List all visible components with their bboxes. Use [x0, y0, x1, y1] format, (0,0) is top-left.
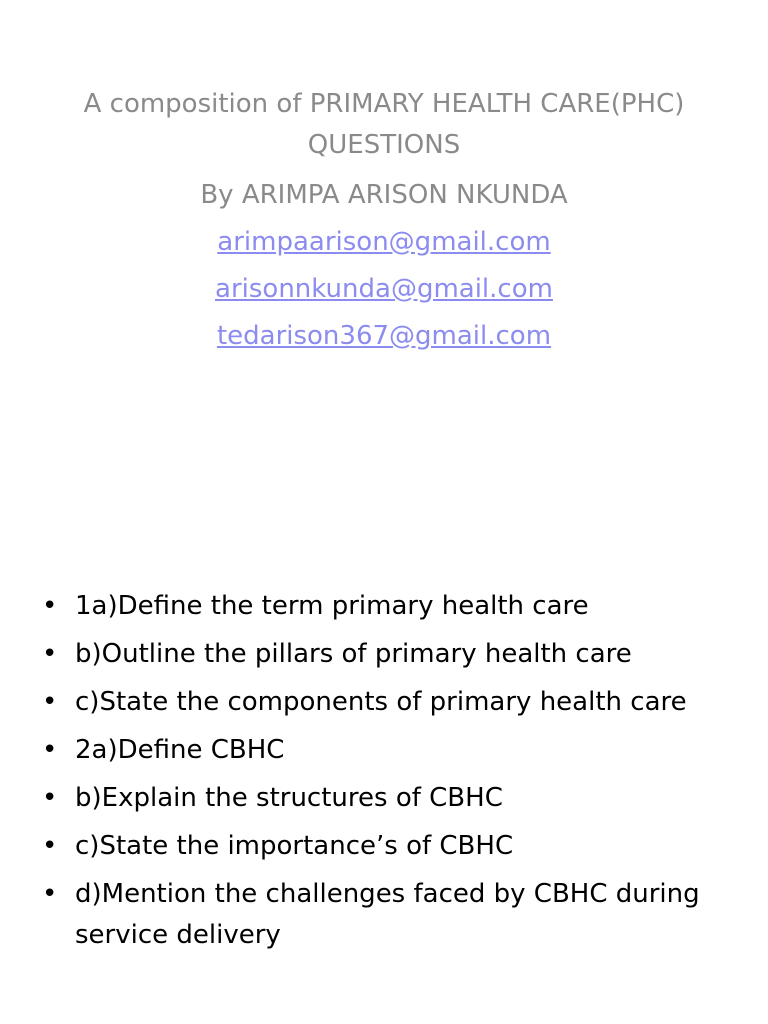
bullet-icon: •: [42, 591, 58, 621]
list-item: [40, 874, 740, 956]
slide-title: A composition of PRIMARY HEALTH CARE(PHC) QUESTIONS: [83, 89, 685, 160]
bullet-icon: •: [42, 687, 58, 717]
list-item: [40, 682, 740, 723]
author-byline: By ARIMPA ARISON NKUNDA: [200, 180, 568, 210]
email-link-3[interactable]: tedarison367@gmail.com: [216, 321, 552, 351]
bullet-icon: •: [42, 735, 58, 765]
question-text: d)Mention the challenges faced by CBHC during service delivery: [75, 879, 700, 950]
bullet-icon: •: [42, 831, 58, 861]
list-item: [40, 826, 740, 867]
bullet-icon: •: [42, 879, 58, 909]
question-text: 1a)Define the term primary health care: [75, 591, 589, 621]
question-text: 2a)Define CBHC: [75, 735, 285, 765]
question-text: c)State the components of primary health care: [75, 687, 687, 717]
question-text: b)Outline the pillars of primary health care: [75, 639, 632, 669]
question-text: c)State the importance’s of CBHC: [75, 831, 514, 861]
list-item: [40, 634, 740, 675]
email-link-2[interactable]: arisonnkunda@gmail.com: [215, 274, 553, 304]
bullet-icon: •: [42, 639, 58, 669]
question-text: b)Explain the structures of CBHC: [75, 783, 503, 813]
slide-header: [60, 84, 708, 360]
bullet-icon: •: [42, 783, 58, 813]
question-list: [40, 586, 740, 963]
list-item: [40, 730, 740, 771]
email-link-1[interactable]: arimpaarison@gmail.com: [217, 227, 551, 257]
list-item: [40, 586, 740, 627]
list-item: [40, 778, 740, 819]
